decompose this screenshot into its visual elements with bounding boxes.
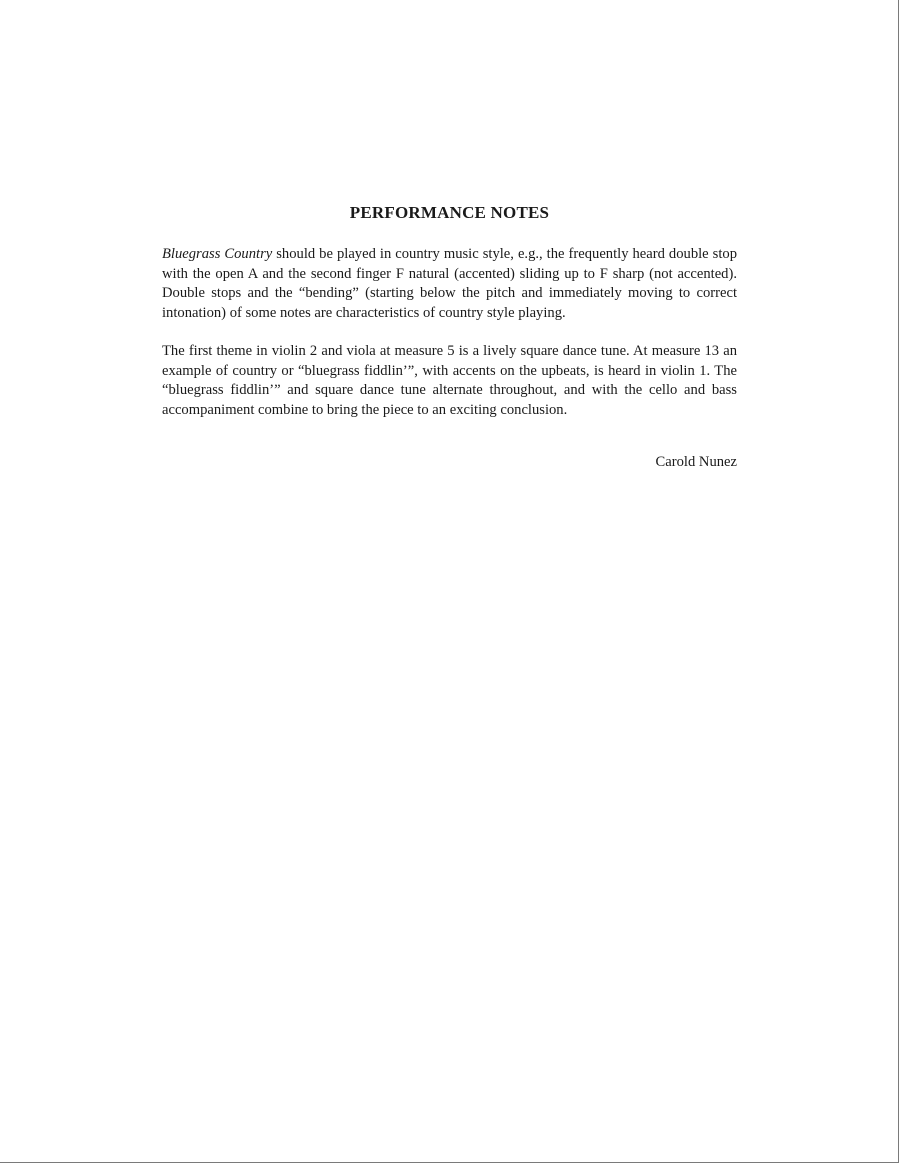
- performance-notes-section: [162, 203, 737, 473]
- paragraph-style-notes-text: should be played in country music style, e.g., the frequently heard double stop with the open A and the second finger F natural (accented) sliding up to F sharp (not accented). Double stops and the “bending” (starting below the pitch and immediately moving to correct intonation) of some notes are characteristics of country style playing.: [162, 246, 737, 321]
- author-signature: Carold Nunez: [655, 454, 737, 470]
- page-title: PERFORMANCE NOTES: [349, 203, 550, 222]
- paragraph-theme-notes: The first theme in violin 2 and viola at measure 5 is a lively square dance tune. At measure 13 an example of country or “bluegrass fiddlin’”, with accents on the upbeats, is heard in violin 1. The “bluegrass fiddlin’” and square dance tune alternate throughout, and with the cello and bass accompaniment combine to bring the piece to an exciting conclusion.: [162, 343, 737, 418]
- piece-title-italic: Bluegrass Country: [162, 246, 273, 262]
- paragraph-style-notes: [162, 245, 737, 323]
